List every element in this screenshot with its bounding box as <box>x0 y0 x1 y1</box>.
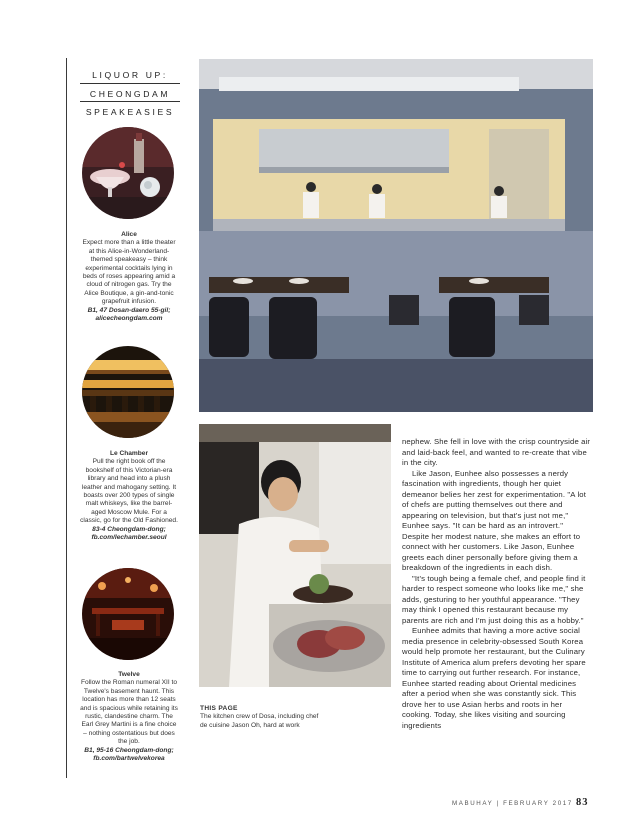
venue-name: Le Chamber <box>109 450 149 457</box>
sidebar-kicker-line-1: LIQUOR UP: <box>92 70 168 80</box>
venue-description: Expect more than a little theater at this Alice-in-Wonderland-themed speakeasy – think experimental cocktails lying in beds of roses appearing amid a cloud of nitrogen gas. Try the Alice Boutique, a gin-and-tonic grapefruit infusion. <box>82 239 176 306</box>
chef-plating-photo <box>199 424 391 687</box>
body-paragraph: nephew. She fell in love with the crisp countryside air and laid-back feel, and wanted to re-create that vibe in the city. <box>402 437 591 467</box>
restaurant-interior-photo <box>199 59 593 412</box>
venue-name: Alice <box>121 231 137 238</box>
venue-address: B1, 95-16 Cheongdam-dong; fb.com/bartwelvekorea <box>84 746 174 763</box>
venue-description: Pull the right book off the bookshelf of this Victorian-era library and head into a plush leather and mahogany setting. It boasts over 200 types of single malt whiskeys, like the barrel-aged Moscow Mule. For a classic, go for the Old Fashioned. <box>80 458 178 525</box>
venue-address: B1, 47 Dosan-daero 55-gil; alicecheongdam.com <box>87 306 171 323</box>
venue-twelve <box>80 671 178 763</box>
twelve-bar-photo <box>82 568 174 660</box>
kicker-divider <box>80 83 180 84</box>
sidebar-rule <box>66 58 67 778</box>
page-number: 83 <box>576 797 589 808</box>
venue-le-chamber <box>80 450 178 542</box>
folio-line: MABUHAY | FEBRUARY 2017 <box>452 800 573 807</box>
caption-text: The kitchen crew of Dosa, including chef de cuisine Jason Oh, hard at work <box>200 713 319 729</box>
photo-caption <box>200 705 320 730</box>
alice-cocktail-photo <box>82 127 174 219</box>
venue-alice <box>80 231 178 323</box>
caption-heading: THIS PAGE <box>200 705 238 712</box>
kicker-divider <box>80 101 180 102</box>
article-body <box>402 437 592 731</box>
body-paragraph: Like Jason, Eunhee also possesses a nerdy fascination with ingredients, though her quiet demeanor belies her zest for experimentation. "A lot of chefs are putting themselves out there and appearing on television, but that's just not me," Eunhee says. "It can be hard as an introvert." Despite her modest nature, she makes an effort to connect with her customers. Like Jason, Eunhee greets each diner personally before giving them a breakdown of the ingredients in each dish. <box>402 468 587 572</box>
body-paragraph: Eunhee admits that having a more active social media presence in celebrity-obsessed South Korea would help promote her restaurant, but the Culinary Institute of America alum prefers devoting her spare time to carrying out further research. For instance, Eunhee started reading about Oriental medicines after a period when she was constantly sick. This drove her to use Asian herbs and roots in her cooking. Today, she likes visiting and sourcing ingredients <box>402 626 586 730</box>
sidebar-kicker-line-2: CHEONGDAM <box>89 89 171 99</box>
le-chamber-bar-photo <box>82 346 174 438</box>
venue-description: Follow the Roman numeral XII to Twelve's basement haunt. This location has more than 12 seats and is spacious while retaining its rustic, clandestine charm. The Earl Grey Martini is a fine choice – nothing ostentatious but does the job. <box>80 679 178 746</box>
body-paragraph: "It's tough being a female chef, and people find it harder to respect someone who looks like me," she adds, gesturing to her youthful appearance. "They may think I opened this restaurant because my parents are rich and I'm just doing this as a hobby." <box>402 573 586 625</box>
venue-name: Twelve <box>118 671 140 678</box>
venue-address: 83-4 Cheongdam-dong; fb.com/lechamber.seoul <box>91 525 167 542</box>
sidebar-kicker-line-3: SPEAKEASIES <box>85 107 175 117</box>
